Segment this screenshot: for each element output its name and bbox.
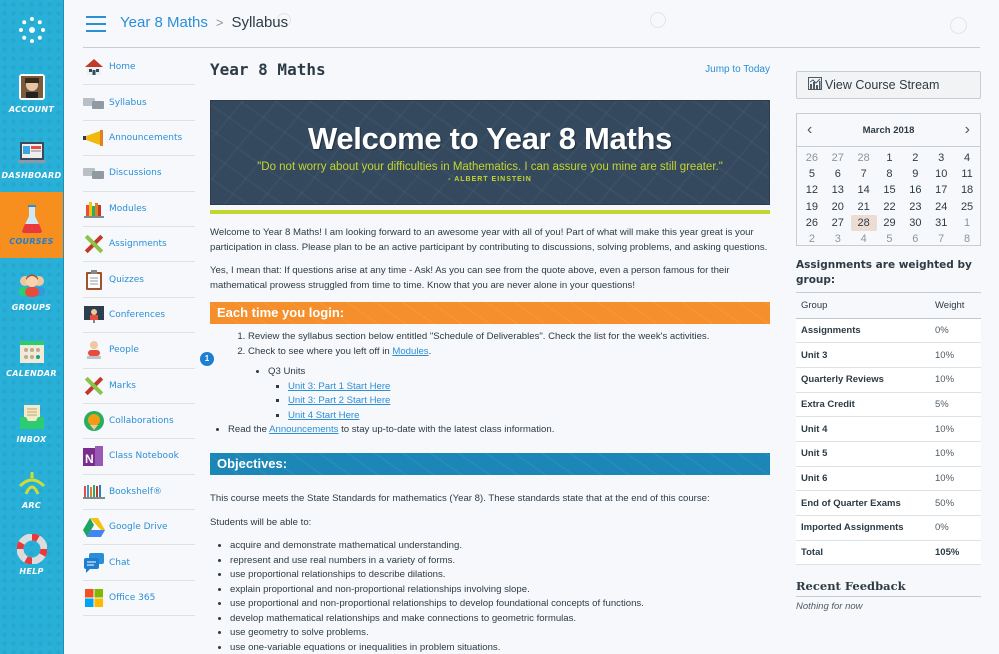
- course-nav-label: Chat: [109, 557, 131, 568]
- course-nav-bookshelf[interactable]: [83, 475, 195, 510]
- global-nav: [0, 0, 64, 654]
- objective-item: • use one-variable equations or inequalities in problem situations.: [230, 641, 644, 654]
- course-nav-label: Marks: [109, 380, 136, 391]
- course-nav-label: Collaborations: [109, 416, 174, 427]
- calendar-day[interactable]: 25: [960, 200, 974, 213]
- calendar-day[interactable]: 24: [935, 200, 948, 213]
- calendar-day[interactable]: 28: [857, 152, 870, 164]
- q3-units-text: Q3 Units: [268, 366, 306, 377]
- weight-row: [796, 318, 981, 343]
- calendar-day[interactable]: 6: [834, 168, 841, 181]
- course-nav-announcements[interactable]: [83, 121, 195, 156]
- view-course-stream-button[interactable]: [796, 71, 981, 99]
- read-text: to stay up-to-date with the latest class information.: [338, 424, 555, 435]
- weight-group: Extra Credit: [796, 392, 930, 417]
- calendar-day[interactable]: 5: [808, 168, 815, 181]
- weight-group: Unit 3: [796, 343, 930, 368]
- banner-quote: "Do not worry about your difficulties in Mathematics. I can assure you mine are still greater.": [257, 161, 723, 173]
- weight-group: Quarterly Reviews: [796, 367, 930, 392]
- mini-calendar: [796, 113, 981, 246]
- unit-links-list: [288, 380, 709, 424]
- breadcrumb: [120, 14, 288, 31]
- course-nav-label: Assignments: [109, 239, 167, 250]
- calendar-day[interactable]: 9: [912, 168, 919, 181]
- conference-screen-icon: [83, 304, 105, 326]
- course-nav-syllabus[interactable]: [83, 85, 195, 120]
- person-icon: [83, 339, 105, 361]
- login-steps-list: [238, 330, 709, 423]
- objective-item: • use geometry to solve problems.: [230, 626, 644, 641]
- course-nav-quizzes[interactable]: [83, 262, 195, 297]
- weight-value: 0%: [930, 318, 981, 343]
- calendar-day[interactable]: 8: [964, 232, 971, 245]
- course-nav-chat[interactable]: [83, 545, 195, 580]
- page-title: Year 8 Maths: [210, 60, 326, 79]
- recent-feedback-empty: Nothing for now: [796, 601, 863, 613]
- calendar-day[interactable]: 3: [938, 152, 945, 164]
- unit-link[interactable]: Unit 4 Start Here: [288, 409, 360, 421]
- calendar-day[interactable]: 6: [912, 232, 919, 245]
- modules-link[interactable]: Modules: [392, 345, 429, 357]
- notification-badge[interactable]: 1: [200, 352, 214, 366]
- calendar-day-today[interactable]: 28: [851, 215, 877, 231]
- google-drive-icon: [83, 516, 105, 538]
- chat-icon: [83, 552, 105, 574]
- calendar-day[interactable]: 7: [938, 232, 945, 245]
- global-nav-account[interactable]: [0, 60, 63, 126]
- students-able-text: Students will be able to:: [210, 517, 312, 528]
- recent-feedback-heading: Recent Feedback: [796, 579, 981, 597]
- q3-units-list: [268, 365, 709, 423]
- weight-value: 5%: [930, 392, 981, 417]
- course-nav-label: Office 365: [109, 593, 156, 604]
- calendar-day[interactable]: 10: [935, 168, 948, 181]
- global-nav-inbox[interactable]: [0, 390, 63, 456]
- weight-group: Imported Assignments: [796, 516, 930, 541]
- breadcrumb-course-link[interactable]: Year 8 Maths: [120, 14, 208, 31]
- course-nav-label: Class Notebook: [109, 451, 179, 462]
- login-step: [248, 345, 709, 424]
- weight-value: 10%: [930, 441, 981, 466]
- right-sidebar: [796, 71, 981, 612]
- calendar-header: [797, 114, 980, 147]
- weight-column-header: Weight: [930, 293, 981, 318]
- weight-group: Unit 6: [796, 466, 930, 491]
- global-nav-courses[interactable]: [0, 192, 63, 258]
- unit-link[interactable]: Unit 3: Part 2 Start Here: [288, 395, 391, 406]
- objective-item: • develop mathematical relationships and make connections to geometric formulas.: [230, 612, 644, 627]
- stream-chart-icon: [808, 77, 822, 93]
- banner-title: Welcome to Year 8 Maths: [307, 121, 673, 156]
- weight-value: 10%: [930, 466, 981, 491]
- weight-row: [796, 540, 981, 565]
- calendar-prev-month-button[interactable]: ‹: [807, 121, 813, 138]
- breadcrumb-separator: >: [215, 15, 224, 30]
- calendar-day[interactable]: 26: [805, 152, 819, 164]
- weight-row: [796, 466, 981, 491]
- pencil-ruler-icon: [83, 233, 105, 255]
- global-nav-groups[interactable]: [0, 258, 63, 324]
- course-nav-class-notebook[interactable]: [83, 439, 195, 474]
- global-nav-label: GROUPS: [11, 303, 52, 312]
- weight-value: 0%: [930, 516, 981, 541]
- calendar-day[interactable]: 7: [860, 168, 867, 181]
- global-nav-dashboard[interactable]: [0, 126, 63, 192]
- calendar-day[interactable]: 23: [909, 200, 922, 213]
- course-nav-google-drive[interactable]: [83, 510, 195, 545]
- calendar-day[interactable]: 16: [909, 184, 922, 197]
- course-nav-label: Modules: [109, 203, 147, 214]
- course-nav-discussions[interactable]: [83, 156, 195, 191]
- login-step: 1. Review the syllabus section below entitled "Schedule of Deliverables". Check the list for the week's activities.: [248, 330, 709, 345]
- global-nav-arc[interactable]: [0, 456, 63, 522]
- objective-item: • use proportional relationships to describe dilations.: [230, 568, 644, 583]
- calendar-day[interactable]: 19: [805, 200, 819, 213]
- q3-units-label: [268, 365, 709, 423]
- global-nav-label: CALENDAR: [6, 369, 57, 378]
- calendar-day[interactable]: 8: [886, 168, 893, 181]
- calendar-day[interactable]: 14: [857, 184, 870, 197]
- discussions-icon: [83, 162, 105, 184]
- objectives-section-heading: Objectives:: [210, 453, 770, 475]
- weight-value: 10%: [930, 417, 981, 442]
- weight-row: [796, 392, 981, 417]
- svg-text:N: N: [85, 452, 94, 467]
- course-nav: [83, 50, 195, 616]
- calendar-day[interactable]: 13: [831, 184, 844, 197]
- calendar-day[interactable]: 21: [857, 200, 870, 213]
- course-nav-label: Quizzes: [109, 274, 144, 285]
- calendar-icon: [17, 336, 47, 366]
- step-text: Check to see where you left off in: [248, 345, 393, 357]
- weight-row: [796, 343, 981, 368]
- welcome-banner: [210, 100, 770, 205]
- course-nav-label: Google Drive: [109, 522, 168, 533]
- megaphone-icon: [83, 127, 105, 149]
- page-header: [64, 0, 999, 48]
- weight-value: 10%: [930, 367, 981, 392]
- announcements-link[interactable]: Announcements: [269, 424, 339, 435]
- calendar-month-title: March 2018: [862, 124, 915, 136]
- breadcrumb-current: Syllabus: [231, 14, 289, 31]
- canvas-logo-icon: [17, 15, 47, 45]
- weight-value: 105%: [930, 540, 981, 565]
- calendar-day[interactable]: 4: [860, 232, 867, 245]
- calendar-day[interactable]: 20: [831, 200, 844, 213]
- course-nav-people[interactable]: [83, 333, 195, 368]
- flask-icon: [17, 204, 47, 234]
- course-nav-label: Discussions: [109, 168, 162, 179]
- read-text: Read the: [228, 424, 270, 435]
- global-nav-label: HELP: [19, 567, 44, 576]
- hamburger-menu-button[interactable]: [86, 16, 106, 32]
- course-nav-label: Conferences: [109, 309, 166, 320]
- calendar-day[interactable]: 4: [964, 152, 971, 164]
- objective-item: • explain proportional and non-proportional relationships involving slope.: [230, 583, 644, 598]
- weight-group: Assignments: [796, 318, 930, 343]
- pencil-ruler-icon: [83, 375, 105, 397]
- arc-icon: [17, 468, 47, 498]
- calendar-day[interactable]: 29: [883, 216, 896, 229]
- weight-value: 50%: [930, 491, 981, 516]
- bookshelf-icon: [83, 481, 105, 503]
- weight-row: [796, 516, 981, 541]
- global-nav-label: ARC: [21, 501, 42, 510]
- assignment-weights-table: [796, 293, 981, 565]
- global-nav-label: INBOX: [16, 435, 47, 444]
- calendar-day[interactable]: 17: [935, 184, 948, 197]
- weight-group: End of Quarter Exams: [796, 491, 930, 516]
- objective-item: • represent and use real numbers in a variety of forms.: [230, 554, 644, 569]
- course-nav-label: Home: [109, 62, 136, 73]
- intro-paragraph: Welcome to Year 8 Maths! I am looking forward to an awesome year with all of you! Part of what will make this year great is your participation in class. Please plan to be an active participant by contributing to discussions, solving problems, and asking questions.: [210, 227, 768, 253]
- canvas-logo[interactable]: [0, 0, 63, 60]
- calendar-day[interactable]: 22: [883, 200, 896, 213]
- weight-row: [796, 417, 981, 442]
- jump-to-today-link[interactable]: Jump to Today: [705, 64, 770, 75]
- objective-item: • acquire and demonstrate mathematical understanding.: [230, 539, 644, 554]
- objectives-list: [228, 539, 644, 654]
- weights-heading: Assignments are weighted by group:: [796, 258, 981, 293]
- collaborations-icon: [83, 410, 105, 432]
- banner-accent-rule: [210, 210, 770, 214]
- calendar-grid: [797, 147, 980, 247]
- group-column-header: Group: [796, 293, 930, 318]
- weight-group: Total: [796, 540, 930, 565]
- calendar-day[interactable]: 5: [886, 232, 893, 245]
- unit-link[interactable]: Unit 3: Part 1 Start Here: [288, 380, 391, 392]
- weight-group: Unit 4: [796, 417, 930, 442]
- course-nav-marks[interactable]: [83, 369, 195, 404]
- course-nav-label: Syllabus: [109, 97, 147, 108]
- banner-author: - ALBERT EINSTEIN: [448, 176, 532, 183]
- course-nav-office-365[interactable]: [83, 581, 195, 616]
- home-icon: [83, 56, 105, 78]
- announcements-item: [228, 423, 554, 438]
- avatar-icon: [17, 72, 47, 102]
- books-icon: [83, 198, 105, 220]
- course-nav-modules[interactable]: [83, 192, 195, 227]
- calendar-day[interactable]: 2: [912, 152, 919, 164]
- global-nav-label: DASHBOARD: [1, 171, 62, 180]
- syllabus-icon: [83, 92, 105, 114]
- weight-value: 10%: [930, 343, 981, 368]
- weight-row: [796, 441, 981, 466]
- clipboard-icon: [83, 269, 105, 291]
- step-text: .: [428, 345, 432, 357]
- global-nav-label: ACCOUNT: [8, 105, 55, 114]
- global-nav-calendar[interactable]: [0, 324, 63, 390]
- header-divider: [83, 47, 980, 48]
- course-nav-assignments[interactable]: [83, 227, 195, 262]
- weight-group: Unit 5: [796, 441, 930, 466]
- login-section-heading: Each time you login:: [210, 302, 770, 324]
- global-nav-help[interactable]: [0, 522, 63, 588]
- course-nav-home[interactable]: [83, 50, 195, 85]
- calendar-day[interactable]: 1: [964, 216, 971, 229]
- calendar-day[interactable]: 18: [960, 184, 974, 197]
- objective-item: • use proportional and non-proportional relationships to develop foundational concepts of functions.: [230, 597, 644, 612]
- intro-paragraph-2: Yes, I mean that: If questions arise at any time - Ask! As you can see from the quote above, even a person famous for their mathematical prowess struggled from time to time. Know that you are never alone in your questions!: [210, 265, 730, 291]
- announcements-list: [228, 423, 554, 438]
- office-365-icon: [83, 587, 105, 609]
- calendar-next-month-button[interactable]: ›: [964, 121, 970, 138]
- course-nav-conferences[interactable]: [83, 298, 195, 333]
- course-nav-label: Announcements: [109, 132, 183, 143]
- calendar-day[interactable]: 3: [834, 232, 841, 245]
- dashboard-icon: [17, 138, 47, 168]
- calendar-day[interactable]: 26: [805, 216, 819, 229]
- weights-table-body: [796, 318, 981, 565]
- calendar-day[interactable]: 11: [961, 168, 973, 181]
- calendar-day[interactable]: 27: [831, 152, 844, 164]
- course-nav-collaborations[interactable]: [83, 404, 195, 439]
- calendar-day[interactable]: 30: [909, 216, 922, 229]
- course-nav-label: Bookshelf®: [109, 486, 162, 497]
- weight-row: [796, 367, 981, 392]
- calendar-day[interactable]: 27: [831, 216, 844, 229]
- inbox-icon: [17, 402, 47, 432]
- stream-button-label: View Course Stream: [825, 78, 940, 92]
- global-nav-label: COURSES: [9, 237, 54, 246]
- calendar-day[interactable]: 31: [935, 216, 948, 229]
- groups-icon: [17, 270, 47, 300]
- course-nav-label: People: [109, 345, 139, 356]
- objectives-intro: This course meets the State Standards for mathematics (Year 8). These standards state that at the end of this course:: [210, 493, 710, 504]
- calendar-day[interactable]: 15: [883, 184, 896, 197]
- calendar-day[interactable]: 12: [805, 184, 819, 197]
- weight-row: [796, 491, 981, 516]
- calendar-day[interactable]: 1: [886, 152, 893, 164]
- calendar-day[interactable]: 2: [808, 232, 815, 245]
- onenote-icon: [83, 445, 105, 467]
- lifebuoy-icon: [17, 534, 47, 564]
